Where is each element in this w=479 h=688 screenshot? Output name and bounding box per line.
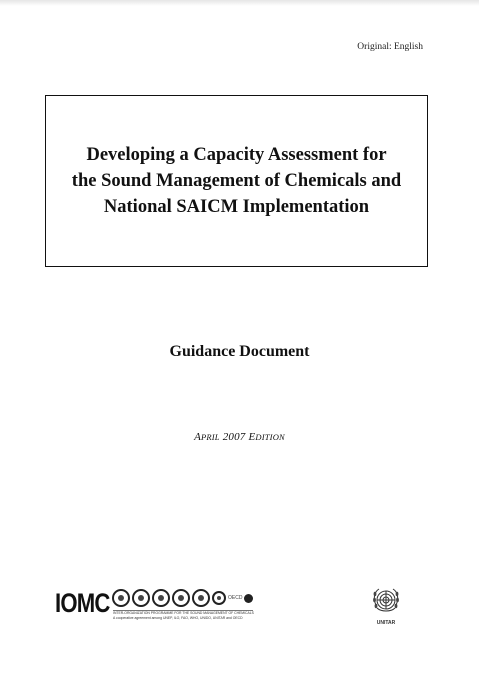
iomc-wordmark: IOMC <box>55 588 110 618</box>
edition-month-rest: PRIL <box>200 432 220 442</box>
fao-emblem-icon <box>152 589 170 607</box>
document-title <box>68 142 405 220</box>
edition-year: 2007 <box>222 431 246 443</box>
oecd-dot-icon <box>244 594 253 603</box>
edition-word-initial: E <box>248 431 256 443</box>
edition-line <box>0 431 479 443</box>
ilo-emblem-icon <box>132 589 150 607</box>
iomc-agreement-line: A cooperative agreement among UNEP, ILO, FAO, WHO, UNIDO, UNITAR and OECD <box>113 616 243 620</box>
title-line-3: National SAICM Implementation <box>103 197 370 217</box>
edition-word-rest: DITION <box>255 432 285 442</box>
oecd-mark: OECD <box>228 595 243 601</box>
unitar-emblem-icon <box>212 591 226 605</box>
unep-emblem-icon <box>112 589 130 607</box>
title-line-2: the Sound Management of Chemicals and <box>71 171 402 191</box>
edition-month-initial: A <box>194 431 201 443</box>
iomc-partner-text <box>113 611 263 621</box>
language-note: Original: English <box>357 42 423 52</box>
title-box <box>45 95 428 267</box>
iomc-logo <box>55 586 265 626</box>
unitar-logo <box>368 585 404 633</box>
iomc-member-emblems <box>112 589 253 609</box>
unitar-label: UNITAR <box>376 620 396 626</box>
who-emblem-icon <box>172 589 190 607</box>
document-subtitle: Guidance Document <box>169 343 310 360</box>
page-top-edge <box>0 0 479 6</box>
un-emblem-icon <box>370 585 402 617</box>
title-line-1: Developing a Capacity Assessment for <box>86 145 387 165</box>
iomc-programme-line: INTER-ORGANIZATION PROGRAMME FOR THE SOUND MANAGEMENT OF CHEMICALS <box>113 611 254 615</box>
unido-emblem-icon <box>192 589 210 607</box>
